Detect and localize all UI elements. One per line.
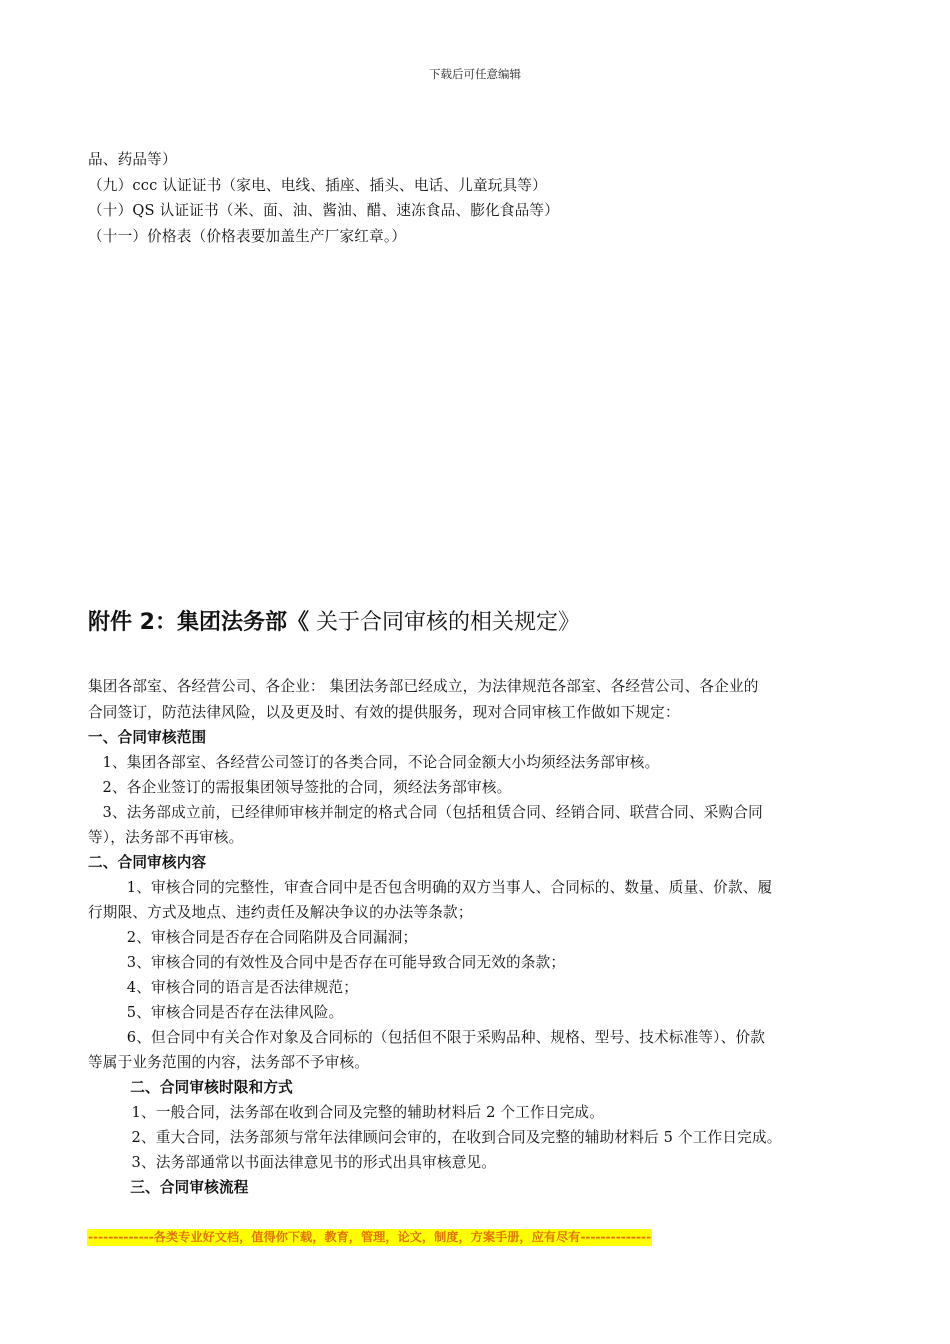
paragraph-line: 4、审核合同的语言是否法律规范； — [88, 979, 359, 996]
paragraph-line: 1、一般合同，法务部在收到合同及完整的辅助材料后 2 个工作日完成。 — [88, 1104, 605, 1121]
paragraph-line: 等），法务部不再审核。 — [88, 829, 244, 846]
paragraph-line: 2、重大合同，法务部须与常年法律顾问会审的，在收到合同及完整的辅助材料后 5 个工作日完成。 — [88, 1129, 782, 1146]
section-heading: 三、合同审核流程 — [88, 1179, 249, 1196]
title-normal-part: 关于合同审核的相关规定》 — [308, 610, 580, 635]
paragraph-line: 2、审核合同是否存在合同陷阱及合同漏洞； — [88, 929, 418, 946]
paragraph-line: 3、法务部成立前，已经律师审核并制定的格式合同（包括租赁合同、经销合同、联营合同、采购合同 — [88, 804, 763, 821]
page-header: 下载后可任意编辑 — [429, 67, 521, 81]
paragraph-line: 2、各企业签订的需报集团领导签批的合同，须经法务部审核。 — [88, 779, 512, 796]
title-bold-part: 附件 2：集团法务部《 — [88, 610, 309, 635]
paragraph-line: 1、集团各部室、各经营公司签订的各类合同，不论合同金额大小均须经法务部审核。 — [88, 754, 660, 771]
footer-banner: -------------各类专业好文档，值得你下载，教育，管理，论文，制度，方案手册，应有尽有-------------- — [88, 1230, 652, 1244]
list-item: （十一）价格表（价格表要加盖生产厂家红章。） — [88, 228, 407, 245]
paragraph-line: 等属于业务范围的内容，法务部不予审核。 — [88, 1054, 370, 1071]
paragraph-line: 行期限、方式及地点、违约责任及解决争议的办法等条款； — [88, 904, 473, 921]
paragraph-line: 6、但合同中有关合作对象及合同标的（包括但不限于采购品种、规格、型号、技术标准等）、价款 — [88, 1029, 766, 1046]
paragraph-line: 1、审核合同的完整性，审查合同中是否包含明确的双方当事人、合同标的、数量、质量、价款、履 — [88, 879, 773, 896]
document-title — [88, 608, 580, 638]
paragraph-line: 3、法务部通常以书面法律意见书的形式出具审核意见。 — [88, 1154, 497, 1171]
list-item: 品、药品等） — [88, 151, 177, 168]
list-item: （九）ccc 认证证书（家电、电线、插座、插头、电话、儿童玩具等） — [88, 177, 547, 194]
paragraph-line: 合同签订，防范法律风险，以及更及时、有效的提供服务，现对合同审核工作做如下规定： — [88, 704, 680, 721]
paragraph-line: 3、审核合同的有效性及合同中是否存在可能导致合同无效的条款； — [88, 954, 566, 971]
list-item: （十）QS 认证证书（米、面、油、酱油、醋、速冻食品、膨化食品等） — [88, 202, 560, 219]
paragraph-line: 集团各部室、各经营公司、各企业： 集团法务部已经成立，为法律规范各部室、各经营公司、各企业的 — [88, 678, 759, 695]
paragraph-line: 5、审核合同是否存在法律风险。 — [88, 1004, 344, 1021]
section-heading: 一、合同审核范围 — [88, 729, 207, 746]
section-heading: 二、合同审核内容 — [88, 854, 207, 871]
section-heading: 二、合同审核时限和方式 — [88, 1079, 293, 1096]
